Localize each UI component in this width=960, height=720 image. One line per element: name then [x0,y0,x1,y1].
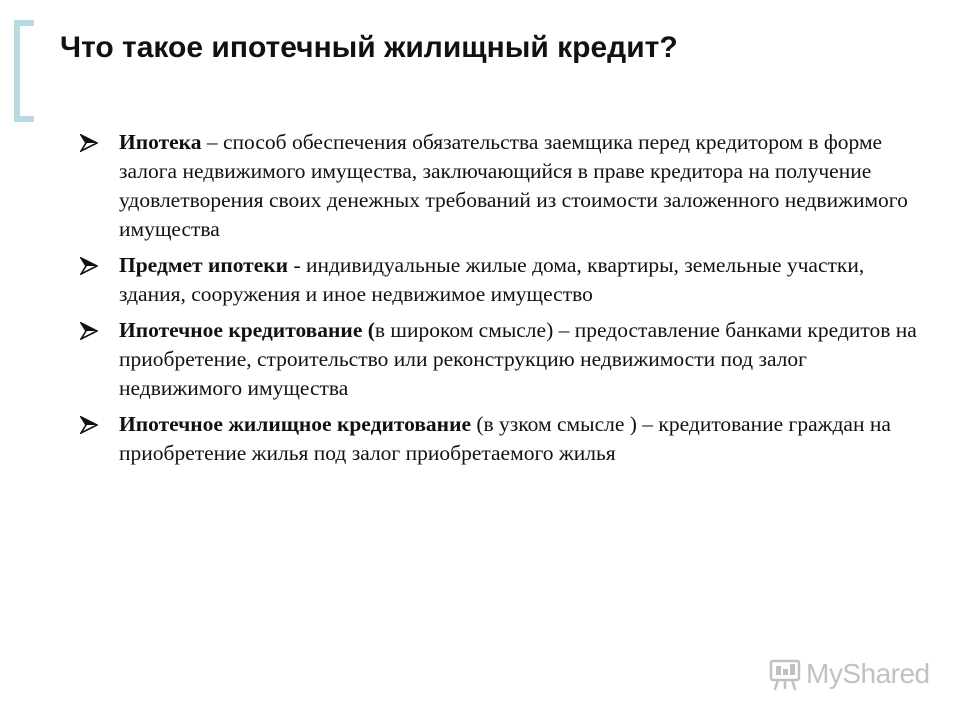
slide-title: Что такое ипотечный жилищный кредит? [60,31,678,64]
list-item [80,128,930,244]
bullet-term: Ипотечное жилищное кредитование [119,412,471,436]
bullet-term: Ипотека [119,130,202,154]
watermark-text: MyShared [806,658,930,689]
accent-bracket [14,20,34,122]
arrow-bullet-icon [80,416,98,434]
arrow-bullet-icon [80,322,98,340]
list-item [80,410,930,468]
presentation-board-icon [768,657,802,691]
bullet-term: Предмет ипотеки [119,253,289,277]
bullet-term: Ипотечное кредитование ( [119,318,375,342]
bullet-text: (в узком смысле ) – кредитование граждан на приобретение жилья под залог приобретаемого жилья [119,412,891,465]
bullet-text: – способ обеспечения обязательства заемщика перед кредитором в форме залога недвижимого имущества, заключающийся в праве кредитора на получение удовлетворения своих денежных требований из стоимости заложенного недвижимого имущества [119,130,908,241]
definition-list [80,128,930,475]
list-item [80,316,930,403]
list-item [80,251,930,309]
arrow-bullet-icon [80,257,98,275]
myshared-watermark [768,656,930,692]
bullet-text: в широком смысле) – предоставление банками кредитов на приобретение, строительство или реконструкцию недвижимости под залог недвижимого имущества [119,318,917,400]
arrow-bullet-icon [80,134,98,152]
bullet-text: - индивидуальные жилые дома, квартиры, земельные участки, здания, сооружения и иное недвижимое имущество [119,253,865,306]
